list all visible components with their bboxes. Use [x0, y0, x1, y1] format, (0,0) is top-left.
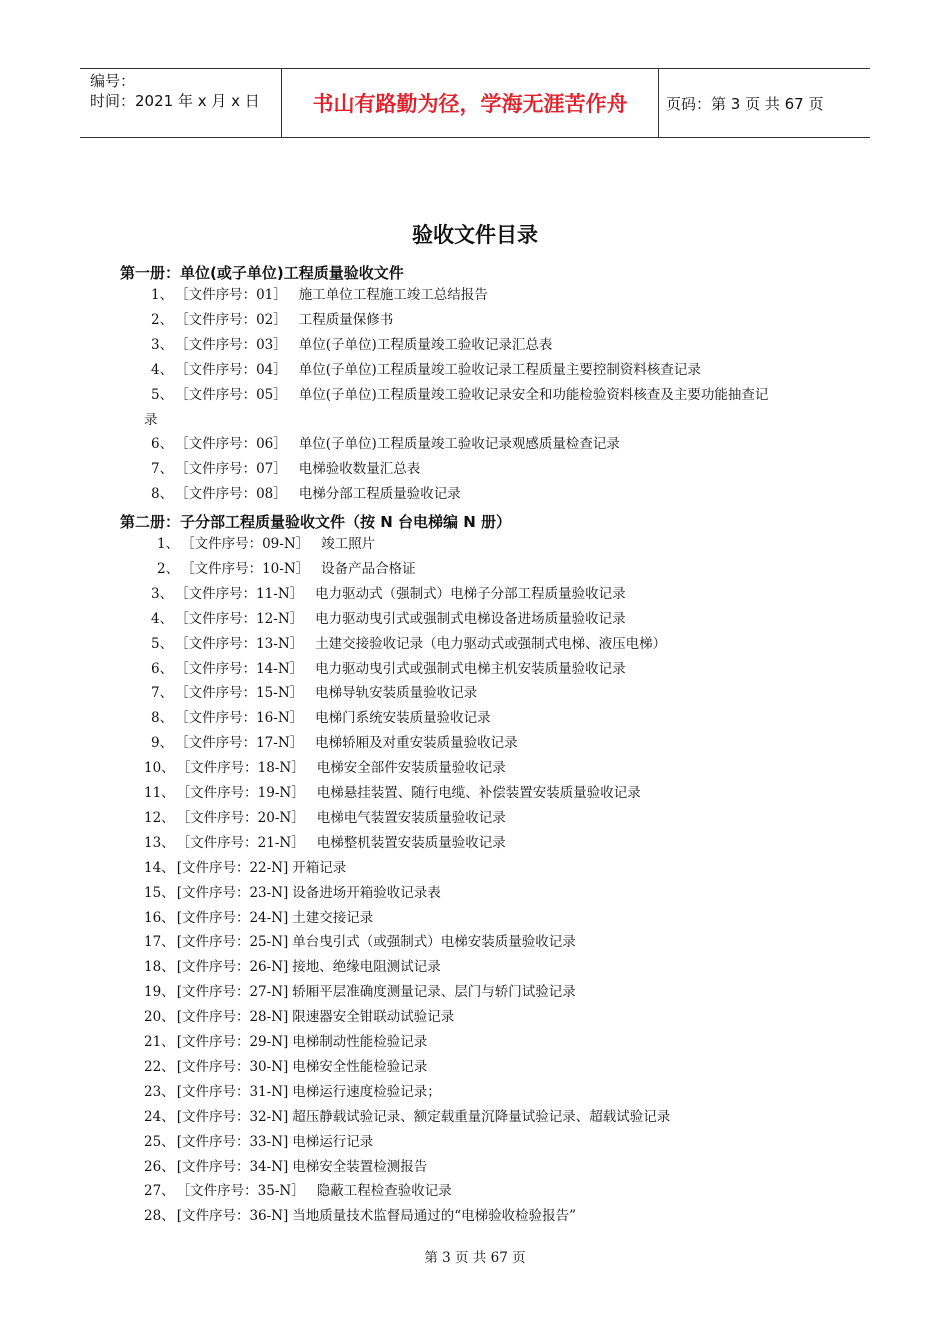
toc-item-number: 27、 [144, 1183, 175, 1200]
toc-item-title: 轿厢平层准确度测量记录、层门与轿门试验记录 [292, 984, 576, 1001]
toc-item-title: 土建交接验收记录（电力驱动式或强制式电梯、液压电梯） [315, 635, 667, 652]
toc-item [144, 784, 641, 802]
toc-item-title: 设备进场开箱验收记录表 [292, 884, 441, 901]
toc-item-number: 2、 [157, 560, 180, 577]
toc-item-title: 电梯验收数量汇总表 [298, 461, 421, 478]
toc-item-number: 3、 [151, 336, 174, 353]
toc-item-title: 施工单位工程施工竣工总结报告 [298, 287, 488, 303]
page-footer: 第 3 页 共 67 页 [424, 1250, 526, 1266]
toc-item-number: 6、 [151, 660, 174, 677]
toc-item-number: 23、 [144, 1083, 175, 1100]
toc-item-code: ［文件序号：03］ [175, 336, 287, 353]
toc-item-code: [文件序号：22-N] [176, 859, 289, 876]
toc-item [144, 958, 441, 976]
toc-item-title: 超压静载试验记录、额定载重量沉降量试验记录、超载试验记录 [292, 1108, 671, 1125]
toc-item-code: [文件序号：25-N] [176, 934, 289, 951]
toc-item-number: 1、 [151, 287, 174, 303]
toc-item-code: ［文件序号：19-N］ [176, 785, 305, 801]
toc-item-code: ［文件序号：04］ [175, 361, 287, 378]
toc-item-number: 10、 [144, 760, 175, 777]
toc-item [151, 336, 552, 354]
toc-item-code: ［文件序号：20-N］ [176, 809, 305, 826]
toc-item [157, 535, 375, 553]
toc-item-number: 14、 [144, 859, 175, 876]
toc-item [151, 286, 488, 304]
toc-item-number: 3、 [151, 585, 174, 602]
toc-item-number: 22、 [144, 1058, 175, 1075]
toc-item-code: [文件序号：33-N] [176, 1133, 289, 1150]
page-header [80, 68, 870, 138]
toc-item-title: 电梯安全部件安装质量验收记录 [316, 760, 506, 777]
toc-item-code: ［文件序号：07］ [175, 461, 287, 478]
toc-item-code: ［文件序号：10-N］ [181, 560, 310, 577]
document-title: 验收文件目录 [412, 223, 538, 247]
toc-item-code: ［文件序号：35-N］ [176, 1183, 305, 1200]
document-number-label: 编号： [90, 72, 136, 90]
toc-item-title: 电梯分部工程质量验收记录 [298, 486, 461, 503]
toc-item [151, 585, 626, 603]
toc-item-number: 17、 [144, 934, 175, 951]
toc-item [144, 1083, 441, 1101]
toc-item-title: 开箱记录 [292, 859, 347, 876]
toc-item [151, 610, 626, 628]
toc-item-code: ［文件序号：05］ [175, 386, 287, 403]
toc-item [151, 435, 620, 453]
toc-item-code: ［文件序号：12-N］ [175, 610, 304, 627]
toc-item [144, 933, 576, 951]
toc-item-code: ［文件序号：16-N］ [175, 710, 304, 727]
toc-item-number: 7、 [151, 685, 174, 702]
toc-item [151, 734, 518, 752]
toc-item-title: 土建交接记录 [292, 909, 374, 926]
toc-item-number: 25、 [144, 1133, 175, 1150]
toc-item-number: 9、 [151, 735, 174, 752]
toc-item-code: ［文件序号：09-N］ [181, 536, 310, 552]
toc-item-code: ［文件序号：15-N］ [175, 685, 304, 702]
toc-item-title: 电梯门系统安装质量验收记录 [315, 710, 491, 727]
toc-item [144, 1058, 427, 1076]
toc-item-title: 隐蔽工程检查验收记录 [316, 1183, 452, 1200]
toc-item-code: ［文件序号：01］ [175, 287, 287, 303]
toc-item-continuation: 录 [144, 411, 158, 428]
toc-item [151, 635, 666, 653]
toc-item-title: 电梯运行记录 [292, 1133, 374, 1150]
toc-item-number: 5、 [151, 635, 174, 652]
toc-item [151, 684, 477, 702]
toc-item-title: 接地、绝缘电阻测试记录 [292, 959, 441, 976]
toc-item-code: [文件序号：34-N] [176, 1158, 289, 1175]
toc-item [144, 909, 373, 927]
toc-item-title: 电梯轿厢及对重安装质量验收记录 [315, 735, 518, 752]
toc-item-number: 20、 [144, 1009, 175, 1026]
toc-item [151, 660, 626, 678]
toc-item-title: 电力驱动曳引式或强制式电梯设备进场质量验收记录 [315, 610, 626, 627]
toc-item-code: [文件序号：27-N] [176, 984, 289, 1001]
toc-item-code: ［文件序号：02］ [175, 311, 287, 328]
toc-item-number: 7、 [151, 461, 174, 478]
toc-item-title: 单位(子单位)工程质量竣工验收记录观感质量检查记录 [298, 436, 620, 453]
toc-item [157, 560, 416, 578]
toc-item-number: 1、 [157, 536, 180, 552]
header-meta [80, 69, 281, 137]
toc-item [151, 485, 461, 503]
toc-item-title: 单位(子单位)工程质量竣工验收记录工程质量主要控制资料核查记录 [298, 361, 701, 378]
toc-item [144, 859, 346, 877]
toc-item [151, 361, 701, 379]
section-heading: 第二册：子分部工程质量验收文件（按 N 台电梯编 N 册） [120, 513, 511, 531]
toc-item-number: 15、 [144, 884, 175, 901]
toc-item-title: 当地质量技术监督局通过的“电梯验收检验报告” [292, 1208, 577, 1225]
toc-item-number: 13、 [144, 834, 175, 851]
toc-item-code: ［文件序号：14-N］ [175, 660, 304, 677]
toc-item-code: ［文件序号：18-N］ [176, 760, 305, 777]
toc-item-title: 电梯悬挂装置、随行电缆、补偿装置安装质量验收记录 [316, 785, 641, 801]
toc-item-number: 5、 [151, 386, 174, 403]
section-heading: 第一册：单位(或子单位)工程质量验收文件 [120, 264, 404, 282]
toc-item-number: 19、 [144, 984, 175, 1001]
toc-item-number: 8、 [151, 710, 174, 727]
toc-item-title: 电梯安全装置检测报告 [292, 1158, 428, 1175]
toc-item-code: [文件序号：26-N] [176, 959, 289, 976]
toc-item-code: [文件序号：36-N] [176, 1208, 289, 1225]
toc-item-number: 18、 [144, 959, 175, 976]
toc-item [151, 709, 491, 727]
toc-item-title: 电梯安全性能检验记录 [292, 1058, 428, 1075]
toc-item-code: [文件序号：32-N] [176, 1108, 289, 1125]
toc-item-title: 设备产品合格证 [321, 560, 416, 577]
toc-item-code: [文件序号：30-N] [176, 1058, 289, 1075]
toc-item-number: 12、 [144, 809, 175, 826]
toc-item-title: 单位(子单位)工程质量竣工验收记录安全和功能检验资料核查及主要功能抽查记 [298, 386, 769, 403]
toc-item [144, 1033, 427, 1051]
toc-item-title: 电力驱动式（强制式）电梯子分部工程质量验收记录 [315, 585, 626, 602]
toc-item-title: 单位(子单位)工程质量竣工验收记录汇总表 [298, 336, 553, 353]
toc-item [144, 884, 441, 902]
toc-item-title: 单台曳引式（或强制式）电梯安装质量验收记录 [292, 934, 576, 951]
header-page-number: 页码：第 3 页 共 67 页 [666, 94, 824, 113]
toc-item-number: 11、 [144, 785, 175, 801]
toc-item-title: 电梯导轨安装质量验收记录 [315, 685, 478, 702]
toc-item [151, 386, 768, 404]
toc-item-number: 16、 [144, 909, 175, 926]
toc-item-code: [文件序号：23-N] [176, 884, 289, 901]
toc-item-number: 21、 [144, 1034, 175, 1050]
toc-item-number: 4、 [151, 610, 174, 627]
toc-item-number: 24、 [144, 1108, 175, 1125]
toc-item-code: ［文件序号：17-N］ [175, 735, 304, 752]
toc-item-code: ［文件序号：06］ [175, 436, 287, 453]
toc-item [144, 1182, 452, 1200]
toc-item-code: ［文件序号：21-N］ [176, 834, 305, 851]
toc-item-title: 电梯电气装置安装质量验收记录 [316, 809, 506, 826]
toc-item-code: ［文件序号：13-N］ [175, 635, 304, 652]
toc-item-code: ［文件序号：08］ [175, 486, 287, 503]
toc-item-number: 28、 [144, 1208, 175, 1225]
toc-item-number: 8、 [151, 486, 174, 503]
toc-item-code: ［文件序号：11-N］ [175, 585, 304, 602]
toc-item [144, 834, 506, 852]
toc-item [144, 759, 506, 777]
toc-item-title: 电梯运行速度检验记录； [292, 1083, 441, 1100]
toc-item [144, 1108, 670, 1126]
document-time-label: 时间：2021 年 x 月 x 日 [90, 92, 260, 110]
toc-item-title: 电力驱动曳引式或强制式电梯主机安装质量验收记录 [315, 660, 626, 677]
toc-item [144, 1008, 454, 1026]
toc-item-title: 工程质量保修书 [298, 311, 394, 328]
toc-item-code: [文件序号：29-N] [176, 1034, 289, 1050]
toc-item [144, 1207, 576, 1225]
toc-item-title: 竣工照片 [321, 536, 376, 552]
toc-item-code: [文件序号：24-N] [176, 909, 289, 926]
toc-item [144, 983, 576, 1001]
toc-item-title: 电梯制动性能检验记录 [292, 1034, 428, 1050]
toc-item-code: [文件序号：31-N] [176, 1083, 289, 1100]
toc-item-number: 2、 [151, 311, 174, 328]
toc-item [151, 460, 420, 478]
toc-item-code: [文件序号：28-N] [176, 1009, 289, 1026]
toc-item-number: 26、 [144, 1158, 175, 1175]
toc-item-number: 4、 [151, 361, 174, 378]
toc-item [144, 1158, 427, 1176]
header-slogan: 书山有路勤为径，学海无涯苦作舟 [281, 69, 659, 137]
toc-item [151, 311, 393, 329]
toc-item-title: 电梯整机装置安装质量验收记录 [316, 834, 506, 851]
toc-item [144, 1133, 373, 1151]
toc-item-title: 限速器安全钳联动试验记录 [292, 1009, 455, 1026]
toc-item-number: 6、 [151, 436, 174, 453]
toc-item [144, 809, 506, 827]
